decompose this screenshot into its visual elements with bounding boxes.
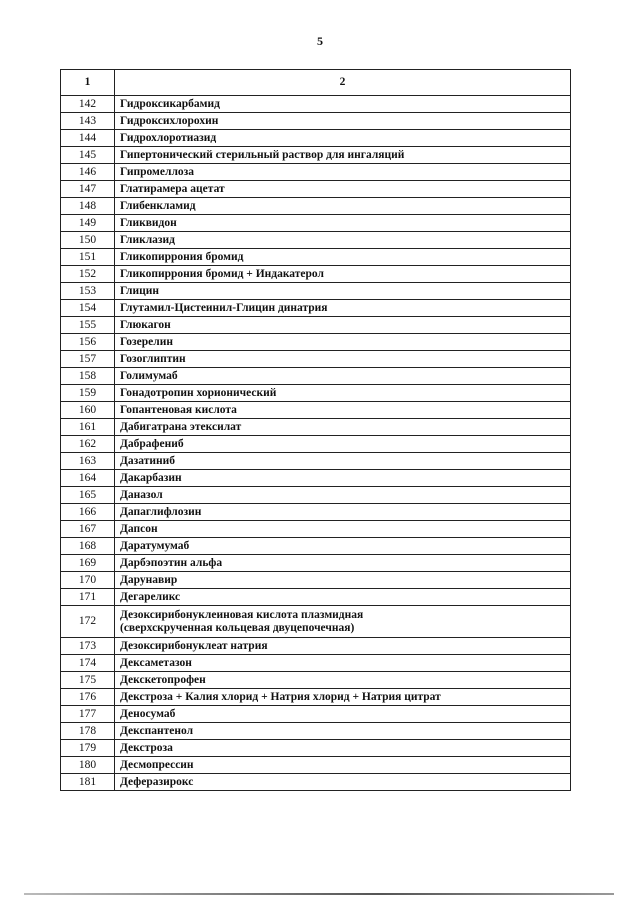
drug-name: Декстроза bbox=[120, 741, 173, 754]
row-number: 176 bbox=[61, 689, 115, 706]
table-header-row bbox=[61, 70, 571, 96]
drug-name: Гликопиррония бромид + Индакатерол bbox=[120, 267, 324, 280]
drug-name-cell bbox=[115, 757, 571, 774]
drug-name-cell bbox=[115, 436, 571, 453]
drug-list-table bbox=[60, 69, 571, 791]
table-row bbox=[61, 638, 571, 655]
table-row bbox=[61, 283, 571, 300]
page-number: 5 bbox=[317, 34, 323, 48]
drug-name-cell bbox=[115, 774, 571, 791]
row-number: 148 bbox=[61, 198, 115, 215]
row-number: 158 bbox=[61, 368, 115, 385]
row-number: 143 bbox=[61, 113, 115, 130]
row-number: 156 bbox=[61, 334, 115, 351]
drug-name-cell bbox=[115, 689, 571, 706]
table-row bbox=[61, 504, 571, 521]
drug-name: Гликвидон bbox=[120, 216, 177, 229]
drug-name: Голимумаб bbox=[120, 369, 178, 382]
table-row bbox=[61, 249, 571, 266]
drug-name: Глибенкламид bbox=[120, 199, 196, 212]
drug-name: Дакарбазин bbox=[120, 471, 182, 484]
table-row bbox=[61, 351, 571, 368]
table-row bbox=[61, 706, 571, 723]
drug-name-cell bbox=[115, 300, 571, 317]
drug-name: Дексаметазон bbox=[120, 656, 192, 669]
row-number: 152 bbox=[61, 266, 115, 283]
drug-name-cell bbox=[115, 589, 571, 606]
table-row bbox=[61, 689, 571, 706]
drug-name-cell bbox=[115, 419, 571, 436]
drug-name-cell bbox=[115, 521, 571, 538]
drug-name-cell bbox=[115, 283, 571, 300]
table-row bbox=[61, 655, 571, 672]
row-number: 155 bbox=[61, 317, 115, 334]
drug-name-cell bbox=[115, 555, 571, 572]
table-row bbox=[61, 555, 571, 572]
drug-name-cell bbox=[115, 368, 571, 385]
row-number: 149 bbox=[61, 215, 115, 232]
table-row bbox=[61, 402, 571, 419]
drug-name: Гозерелин bbox=[120, 335, 173, 348]
table-row bbox=[61, 130, 571, 147]
column-header-number: 1 bbox=[61, 70, 115, 96]
row-number: 163 bbox=[61, 453, 115, 470]
drug-name: Глутамил-Цистеинил-Глицин динатрия bbox=[120, 301, 328, 314]
drug-name: Даназол bbox=[120, 488, 163, 501]
table-row bbox=[61, 436, 571, 453]
drug-name: Декскетопрофен bbox=[120, 673, 206, 686]
row-number: 171 bbox=[61, 589, 115, 606]
drug-name: Декстроза + Калия хлорид + Натрия хлорид + Натрия цитрат bbox=[120, 690, 441, 703]
row-number: 145 bbox=[61, 147, 115, 164]
table-row bbox=[61, 487, 571, 504]
drug-name-cell bbox=[115, 147, 571, 164]
drug-name: Гозоглиптин bbox=[120, 352, 186, 365]
table-row bbox=[61, 740, 571, 757]
row-number: 146 bbox=[61, 164, 115, 181]
table-row bbox=[61, 470, 571, 487]
row-number: 168 bbox=[61, 538, 115, 555]
drug-name: Дегареликс bbox=[120, 590, 181, 603]
drug-name: Гипертонический стерильный раствор для ингаляций bbox=[120, 148, 405, 161]
drug-name-cell bbox=[115, 130, 571, 147]
drug-name-cell bbox=[115, 453, 571, 470]
drug-name-cell bbox=[115, 706, 571, 723]
table-row bbox=[61, 300, 571, 317]
drug-name-cell bbox=[115, 164, 571, 181]
drug-name-cell bbox=[115, 723, 571, 740]
row-number: 165 bbox=[61, 487, 115, 504]
table-row bbox=[61, 538, 571, 555]
drug-name: Дапсон bbox=[120, 522, 158, 535]
table-row bbox=[61, 672, 571, 689]
drug-name-cell bbox=[115, 740, 571, 757]
drug-name-cell bbox=[115, 470, 571, 487]
drug-name: Гипромеллоза bbox=[120, 165, 195, 178]
drug-name: Десмопрессин bbox=[120, 758, 194, 771]
drug-name: Гидрохлоротиазид bbox=[120, 131, 217, 144]
row-number: 169 bbox=[61, 555, 115, 572]
drug-name-continuation: (сверхскрученная кольцевая двуцепочечная) bbox=[120, 621, 355, 634]
drug-name-cell bbox=[115, 181, 571, 198]
table-row bbox=[61, 266, 571, 283]
drug-name: Гонадотропин хорионический bbox=[120, 386, 277, 399]
row-number: 150 bbox=[61, 232, 115, 249]
scan-artifact-line bbox=[24, 893, 614, 895]
drug-name-cell bbox=[115, 266, 571, 283]
row-number: 175 bbox=[61, 672, 115, 689]
drug-name: Дазатиниб bbox=[120, 454, 176, 467]
table-row bbox=[61, 723, 571, 740]
drug-name: Дезоксирибонуклеиновая кислота плазмидная bbox=[120, 608, 364, 621]
row-number: 153 bbox=[61, 283, 115, 300]
row-number: 179 bbox=[61, 740, 115, 757]
table-row bbox=[61, 572, 571, 589]
drug-name: Деносумаб bbox=[120, 707, 176, 720]
table-row bbox=[61, 181, 571, 198]
table-row bbox=[61, 453, 571, 470]
table-row bbox=[61, 334, 571, 351]
table-row bbox=[61, 113, 571, 130]
row-number: 162 bbox=[61, 436, 115, 453]
drug-name-cell bbox=[115, 572, 571, 589]
drug-name-cell bbox=[115, 96, 571, 113]
row-number: 147 bbox=[61, 181, 115, 198]
drug-name-cell bbox=[115, 655, 571, 672]
row-number: 173 bbox=[61, 638, 115, 655]
row-number: 178 bbox=[61, 723, 115, 740]
drug-name: Гопантеновая кислота bbox=[120, 403, 237, 416]
row-number: 160 bbox=[61, 402, 115, 419]
table-row bbox=[61, 368, 571, 385]
table-row bbox=[61, 606, 571, 638]
table-row bbox=[61, 521, 571, 538]
drug-name: Гликопиррония бромид bbox=[120, 250, 244, 263]
drug-name-cell bbox=[115, 672, 571, 689]
drug-name-cell bbox=[115, 538, 571, 555]
row-number: 181 bbox=[61, 774, 115, 791]
drug-name: Глатирамера ацетат bbox=[120, 182, 225, 195]
table-row bbox=[61, 589, 571, 606]
drug-name: Декспантенол bbox=[120, 724, 194, 737]
drug-name: Гликлазид bbox=[120, 233, 175, 246]
row-number: 167 bbox=[61, 521, 115, 538]
drug-name: Гидроксикарбамид bbox=[120, 97, 220, 110]
table-row bbox=[61, 164, 571, 181]
drug-name: Дарбэпоэтин альфа bbox=[120, 556, 223, 569]
table-row bbox=[61, 96, 571, 113]
drug-name: Глицин bbox=[120, 284, 159, 297]
drug-name: Дапаглифлозин bbox=[120, 505, 202, 518]
drug-name-cell bbox=[115, 215, 571, 232]
table-row bbox=[61, 419, 571, 436]
table-row bbox=[61, 757, 571, 774]
row-number: 142 bbox=[61, 96, 115, 113]
row-number: 151 bbox=[61, 249, 115, 266]
table-row bbox=[61, 232, 571, 249]
table-row bbox=[61, 774, 571, 791]
drug-name: Даратумумаб bbox=[120, 539, 190, 552]
row-number: 144 bbox=[61, 130, 115, 147]
table-row bbox=[61, 198, 571, 215]
drug-name-cell bbox=[115, 638, 571, 655]
row-number: 174 bbox=[61, 655, 115, 672]
drug-name-cell bbox=[115, 232, 571, 249]
drug-name: Гидроксихлорохин bbox=[120, 114, 219, 127]
drug-name-cell bbox=[115, 351, 571, 368]
drug-name-cell bbox=[115, 487, 571, 504]
table-row bbox=[61, 147, 571, 164]
drug-name: Деферазирокс bbox=[120, 775, 194, 788]
drug-name-cell bbox=[115, 606, 571, 638]
table-row bbox=[61, 317, 571, 334]
drug-name-cell bbox=[115, 402, 571, 419]
row-number: 157 bbox=[61, 351, 115, 368]
drug-name-cell bbox=[115, 198, 571, 215]
row-number: 170 bbox=[61, 572, 115, 589]
row-number: 159 bbox=[61, 385, 115, 402]
drug-name-cell bbox=[115, 113, 571, 130]
row-number: 154 bbox=[61, 300, 115, 317]
row-number: 177 bbox=[61, 706, 115, 723]
drug-name: Глюкагон bbox=[120, 318, 171, 331]
drug-name-cell bbox=[115, 504, 571, 521]
row-number: 166 bbox=[61, 504, 115, 521]
drug-name: Дабрафениб bbox=[120, 437, 184, 450]
drug-name-cell bbox=[115, 249, 571, 266]
row-number: 180 bbox=[61, 757, 115, 774]
drug-name-cell bbox=[115, 334, 571, 351]
drug-name: Дабигатрана этексилат bbox=[120, 420, 242, 433]
table-row bbox=[61, 385, 571, 402]
column-header-name: 2 bbox=[115, 70, 571, 96]
drug-name: Дезоксирибонуклеат натрия bbox=[120, 639, 268, 652]
row-number: 164 bbox=[61, 470, 115, 487]
row-number: 161 bbox=[61, 419, 115, 436]
drug-name-cell bbox=[115, 317, 571, 334]
drug-name: Дарунавир bbox=[120, 573, 178, 586]
drug-name-cell bbox=[115, 385, 571, 402]
row-number: 172 bbox=[61, 606, 115, 638]
table-row bbox=[61, 215, 571, 232]
